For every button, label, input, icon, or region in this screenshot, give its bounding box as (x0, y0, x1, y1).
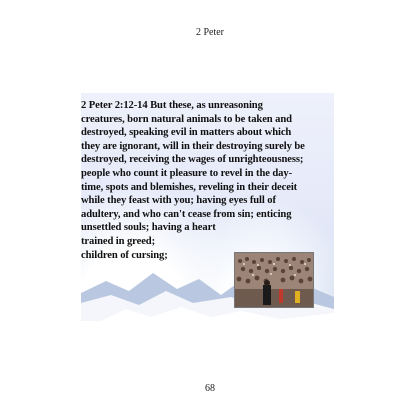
verse-line: adultery, and who can't cease from sin; enticing (81, 208, 292, 220)
verse-line: 2 Peter 2:12-14 But these, as unreasoning (81, 100, 263, 111)
verse-line: children of cursing; (81, 249, 168, 261)
verse-line: unsettled souls; having a heart (81, 222, 216, 234)
verse-line: destroyed, speaking evil in matters about which (81, 127, 292, 139)
crowd-photo (234, 252, 314, 308)
verse-line: while they feast with you; having eyes full of (81, 195, 276, 207)
scripture-slide (81, 93, 334, 321)
verse-line: trained in greed; (81, 235, 156, 247)
running-head: 2 Peter (195, 27, 225, 38)
page-number: 68 (205, 383, 215, 394)
verse-line: creatures, born natural animals to be taken and (81, 113, 292, 125)
scripture-text (81, 99, 334, 262)
verse-line: time, spots and blemishes, reveling in their deceit (81, 181, 298, 193)
verse-line: destroyed, receiving the wages of unrighteousness; (81, 154, 304, 166)
crowd-illustration (235, 253, 313, 307)
verse-line: people who count it pleasure to revel in the day- (81, 167, 292, 179)
verse-line: they are ignorant, will in their destroying surely be (81, 140, 305, 152)
